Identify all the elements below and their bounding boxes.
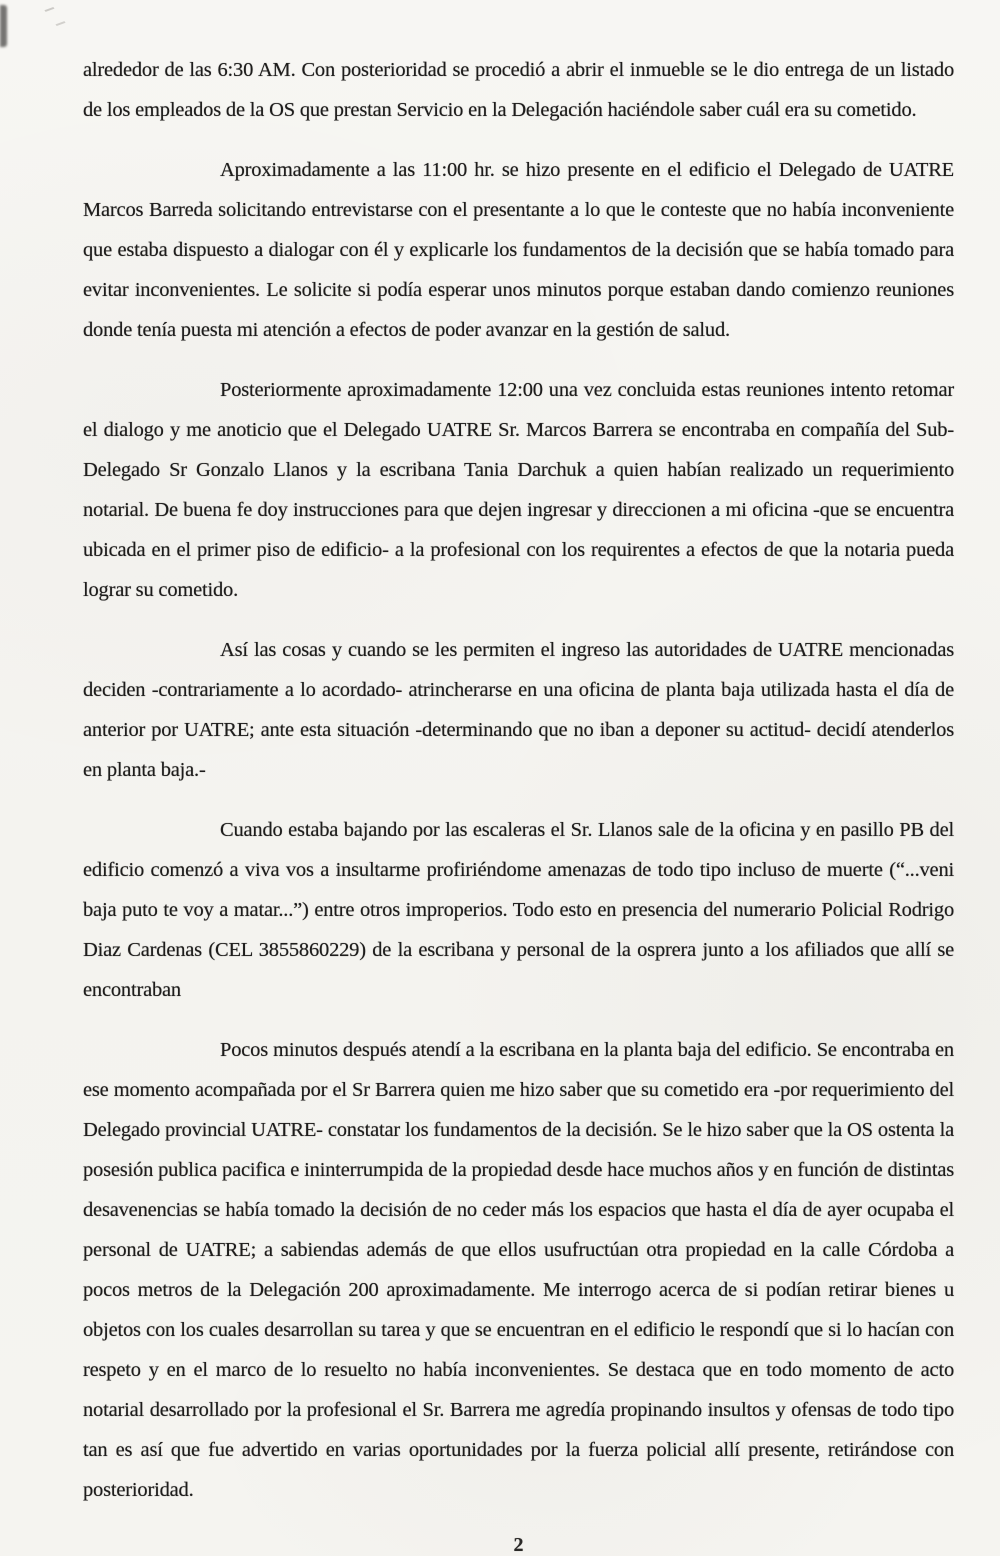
paragraph: Posteriormente aproximadamente 12:00 una vez concluida estas reuniones intento retomar el dialogo y me anoticio que el Delegado UATRE Sr. Marcos Barrera se encontraba en compañía del Sub-Delegado Sr Gonzalo Llanos y la escribana Tania Darchuk a quien habían realizado un requerimiento notarial. De buena fe doy instrucciones para que dejen ingresar y direccionen a mi oficina -que se encuentra ubicada en el primer piso de edificio- a la profesional con los requirentes a efectos de que la notaria pueda lograr su cometido. xyxy=(83,379,954,601)
page-number: 2 xyxy=(513,1534,524,1556)
document-body xyxy=(83,50,954,1510)
paragraph: Cuando estaba bajando por las escaleras el Sr. Llanos sale de la oficina y en pasillo PB del edificio comenzó a viva vos a insultarme profiriéndome amenazas de todo tipo incluso de muerte (“...veni baja puto te voy a matar...”) entre otros improperios. Todo esto en presencia del numerario Policial Rodrigo Diaz Cardenas (CEL 3855860229) de la escribana y personal de la osprera junto a los afiliados que allí se encontraban xyxy=(83,819,954,1001)
paragraph: Así las cosas y cuando se les permiten el ingreso las autoridades de UATRE mencionadas deciden -contrariamente a lo acordado- atrincherarse en una oficina de planta baja utilizada hasta el día de anterior por UATRE; ante esta situación -determinando que no iban a deponer su actitud- decidí atenderlos en planta baja.- xyxy=(83,639,954,781)
paragraph: alrededor de las 6:30 AM. Con posterioridad se procedió a abrir el inmueble se le dio entrega de un listado de los empleados de la OS que prestan Servicio en la Delegación haciéndole saber cuál era su cometido. xyxy=(83,59,954,121)
paragraph: Pocos minutos después atendí a la escribana en la planta baja del edificio. Se encontraba en ese momento acompañada por el Sr Barrera quien me hizo saber que su cometido era -por requerimiento del Delegado provincial UATRE- constatar los fundamentos de la decisión. Se le hizo saber que la OS ostenta la posesión publica pacifica e ininterrumpida de la propiedad desde hace muchos años y en función de distintas desavenencias se había tomado la decisión de no ceder más los espacios que hasta el día de ayer ocupaba el personal de UATRE; a sabiendas además de que ellos usufructúan otra propiedad en la calle Córdoba a pocos metros de la Delegación 200 aproximadamente. Me interrogo acerca de si podían retirar bienes u objetos con los cuales desarrollan su tarea y que se encuentran en el edificio le respondí que si lo hacían con respeto y en el marco de lo resuelto no había inconvenientes. Se destaca que en todo momento de acto notarial desarrollado por la profesional el Sr. Barrera me agredía propinando insultos y ofensas de todo tipo tan es así que fue advertido en varias oportunidades por la fuerza policial allí presente, retirándose con posterioridad. xyxy=(83,1039,954,1501)
paragraph: Aproximadamente a las 11:00 hr. se hizo presente en el edificio el Delegado de UATRE Marcos Barreda solicitando entrevistarse con el presentante a lo que le conteste que no había inconveniente que estaba dispuesto a dialogar con él y explicarle los fundamentos de la decisión que se había tomado para evitar inconvenientes. Le solicite si podía esperar unos minutos porque estaban dando comienzo reuniones donde tenía puesta mi atención a efectos de poder avanzar en la gestión de salud. xyxy=(83,159,954,341)
